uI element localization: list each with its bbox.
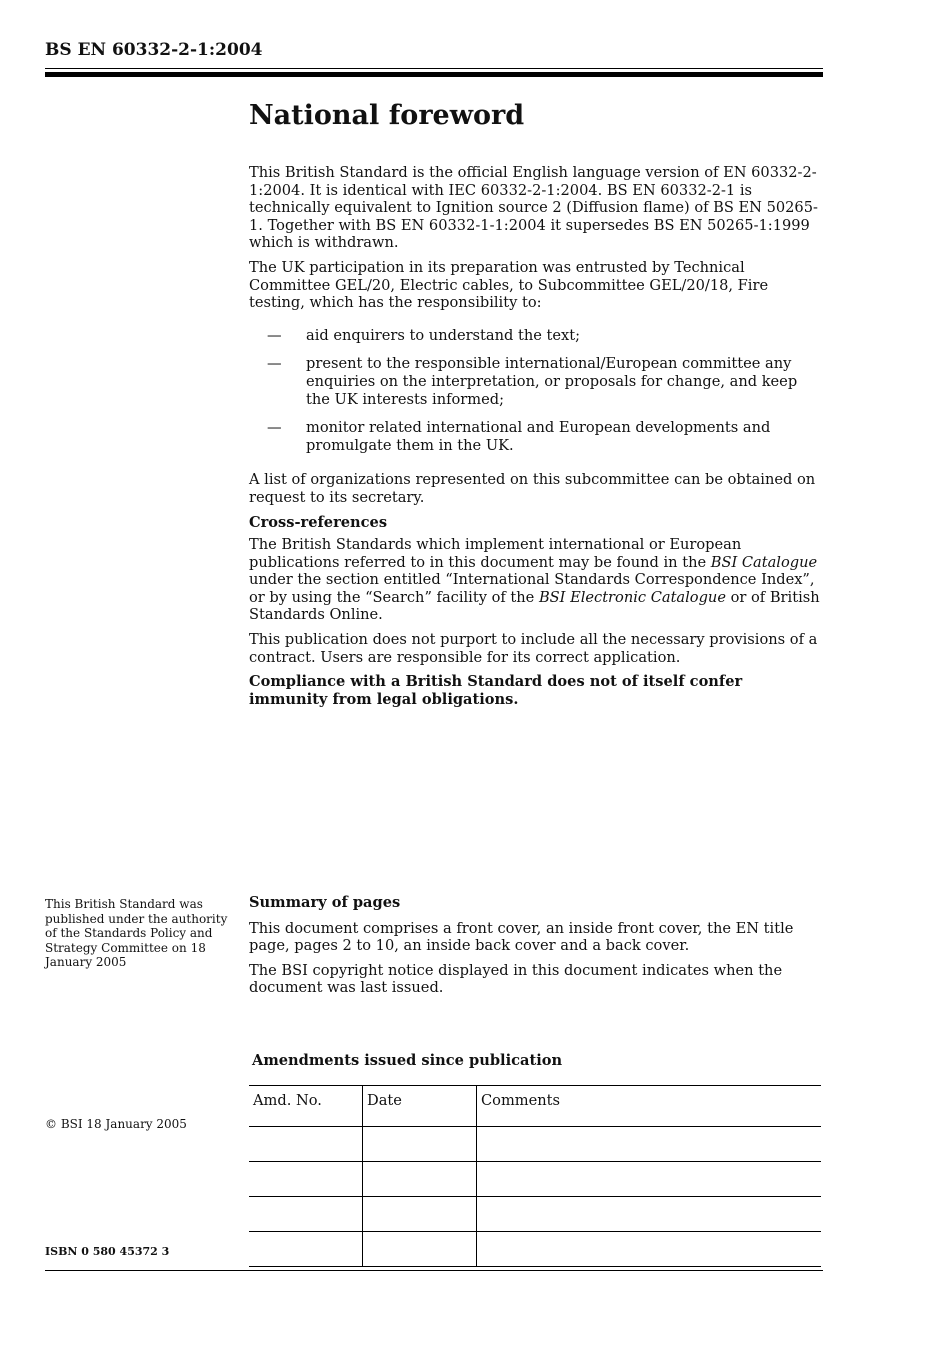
cross-ref-text-3: or of British Standards Online. [249,588,820,624]
header-rule-thin [45,68,823,69]
cross-ref-text-1: The British Standards which implement international or European publications referred to in this document may be found in the [249,536,742,571]
bsi-catalogue-ref: BSI Catalogue [710,553,818,571]
dash-bullet: — [267,355,282,373]
cross-references-heading: Cross-references [249,513,388,531]
table-cell [477,1232,822,1267]
amendments-table [249,1085,821,1267]
table-cell [363,1162,477,1197]
intro-paragraph: This British Standard is the official English language version of EN 60332-2-1:2004. It is identical with IEC 60332-2-1:2004. BS EN 60332-2-1 is technically equivalent to Ignition source 2 (Diffusion flame) of BS EN 50265-1. Together with BS EN 60332-1-1:2004 it supersedes BS EN 50265-1:1999 which is withdrawn. [249,164,818,252]
table-cell [477,1162,822,1197]
table-cell [363,1232,477,1267]
table-cell [363,1127,477,1162]
table-cell [249,1162,363,1197]
table-header-row [249,1086,821,1127]
column-header-comments: Comments [477,1086,822,1127]
column-header-amd-no: Amd. No. [249,1086,363,1127]
responsibility-list [249,327,824,455]
column-header-date: Date [363,1086,477,1127]
table-cell [477,1127,822,1162]
list-item [249,327,824,345]
dash-bullet: — [267,326,282,344]
list-item [249,355,824,408]
participation-paragraph: The UK participation in its preparation was entrusted by Technical Committee GEL/20, Electric cables, to Subcommittee GEL/20/18, Fire testing, which has the responsibility to: [249,258,769,312]
cross-references-paragraph [249,536,824,624]
page-title: National foreword [249,100,525,131]
amendments-title: Amendments issued since publication [252,1052,563,1069]
list-item-text: monitor related international and European developments and promulgate them in the UK. [306,419,771,454]
foreword-body [249,164,824,715]
footer-rule [45,1270,823,1271]
cross-ref-text-2: under the section entitled “International Standards Correspondence Index”, or by using the “Search” facility of the [249,571,815,606]
list-item-text: aid enquirers to understand the text; [306,326,581,344]
organizations-note: A list of organizations represented on this subcommittee can be obtained on request to its secretary. [249,471,816,506]
list-item [249,419,824,454]
bsi-electronic-catalogue-ref: BSI Electronic Catalogue [538,588,726,606]
table-cell [363,1197,477,1232]
table-row [249,1197,821,1232]
contract-note: This publication does not purport to include all the necessary provisions of a contract. Users are responsible for its correct application. [249,631,818,666]
table-cell [477,1197,822,1232]
dash-bullet: — [267,419,282,437]
summary-heading: Summary of pages [249,894,401,911]
summary-of-pages [249,894,824,1004]
compliance-note: Compliance with a British Standard does not of itself confer immunity from legal obligations. [249,673,743,708]
table-cell [249,1197,363,1232]
summary-paragraph: This document comprises a front cover, an inside front cover, the EN title page, pages 2 to 10, an inside back cover and a back cover. [249,919,794,955]
table-row [249,1232,821,1267]
table-row [249,1127,821,1162]
table-row [249,1162,821,1197]
header-rule-thick [45,72,823,77]
copyright-notice-paragraph: The BSI copyright notice displayed in this document indicates when the document was last issued. [249,961,783,997]
isbn: ISBN 0 580 45372 3 [45,1245,170,1258]
publication-authority-note: This British Standard was published under the authority of the Standards Policy and Strategy Committee on 18 January 2005 [45,897,228,970]
list-item-text: present to the responsible international/European committee any enquiries on the interpretation, or proposals for change, and keep the UK interests informed; [306,355,798,408]
copyright-note: © BSI 18 January 2005 [45,1117,187,1131]
document-id-header: BS EN 60332-2-1:2004 [45,40,263,60]
table-cell [249,1127,363,1162]
table-cell [249,1232,363,1267]
